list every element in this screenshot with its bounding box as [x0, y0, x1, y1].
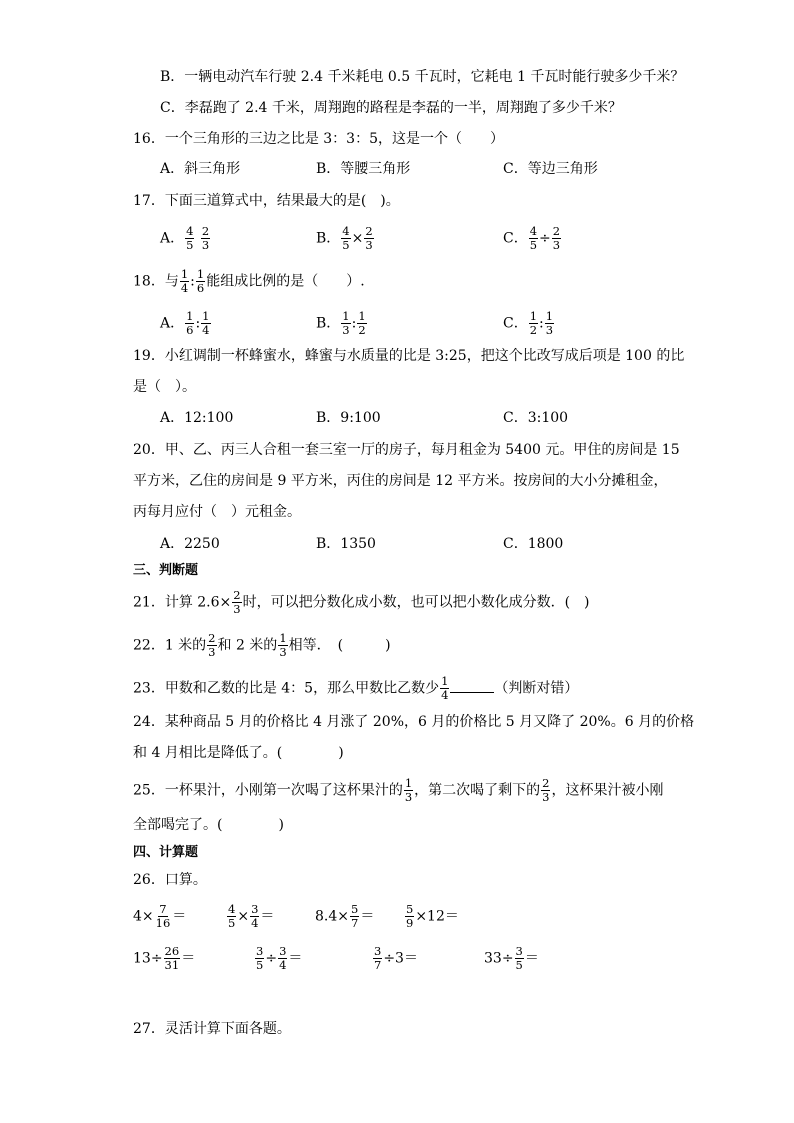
fraction: $\frac{4}{5}$: [186, 224, 194, 252]
fraction: $\frac{1}{3}$: [404, 776, 413, 804]
q17-option-c: [503, 225, 562, 252]
fraction: $\frac{3}{5}$: [256, 944, 264, 972]
calc-item: $\frac{3}{5}$ ÷ $\frac{3}{4}$ ＝: [256, 944, 303, 972]
q19-option-a: A．12:100: [160, 410, 234, 426]
q24-line2: 和 4 月相比是降低了。( ): [133, 745, 344, 761]
option-letter: C．: [503, 230, 528, 247]
calc-item: $\frac{3}{7}$ ÷3＝: [374, 944, 418, 972]
q19-stem-line2: 是（ ）。: [133, 379, 196, 395]
fraction: $\frac{26}{31}$: [164, 944, 180, 972]
q26-stem: 26．口算。: [133, 872, 207, 888]
q16-option-c: C．等边三角形: [503, 161, 598, 177]
answer-blank[interactable]: [450, 678, 494, 693]
q24-line1: 24．某种商品 5 月的价格比 4 月涨了 20%，6 月的价格比 5 月又降了 20%。6 月的价格: [133, 714, 695, 730]
fraction: $\frac{1}{3}$: [342, 309, 350, 337]
q21: 21．计算 2.6× $\frac{2}{3}$ 时，可以把分数化成小数，也可以把小数化成分数．( ): [133, 588, 590, 616]
fraction: $\frac{5}{7}$: [351, 902, 359, 930]
fraction: $\frac{2}{3}$: [552, 224, 561, 252]
fraction: $\frac{1}{2}$: [529, 309, 538, 337]
q20-stem-line1: 20．甲、乙、丙三人合租一套三室一厅的房子，每月租金为 5400 元。甲住的房间是 15: [133, 442, 680, 458]
q20-stem-line2: 平方米，乙住的房间是 9 平方米，丙住的房间是 12 平方米。按房间的大小分摊租金，: [133, 473, 668, 489]
calc-item: 33÷ $\frac{3}{5}$ ＝: [484, 944, 539, 972]
fraction: $\frac{1}{4}$: [202, 309, 210, 337]
fraction: $\frac{2}{3}$: [542, 776, 550, 804]
q25-line1: 25．一杯果汁，小刚第一次喝了这杯果汁的 $\frac{1}{3}$ ，第二次喝了剩下的 $\frac{2}{3}$ ，这杯果汁被小刚: [133, 776, 664, 804]
fraction: $\frac{4}{5}$: [529, 224, 538, 252]
q15-option-b: B．一辆电动汽车行驶 2.4 千米耗电 0.5 千瓦时，它耗电 1 千瓦时能行驶多少千米？: [160, 69, 685, 85]
fraction: $\frac{2}{3}$: [208, 631, 216, 659]
option-letter: B．: [316, 230, 341, 247]
fraction: $\frac{1}{6}$: [196, 267, 205, 295]
calc-item: 4× $\frac{7}{16}$ ＝: [133, 902, 187, 930]
q17-option-b: [316, 225, 375, 252]
fraction: $\frac{4}{5}$: [228, 902, 236, 930]
calc-item: 8.4× $\frac{5}{7}$ ＝: [315, 902, 375, 930]
option-letter: A．: [160, 230, 185, 247]
q18-option-b: B． $\frac{1}{3}$ : $\frac{1}{2}$: [316, 309, 366, 337]
q16-stem: 16．一个三角形的三边之比是 3：3：5，这是一个（ ）: [133, 131, 504, 147]
q17-option-a: [160, 225, 211, 252]
q18-option-a: A． $\frac{1}{6}$ : $\frac{1}{4}$: [160, 309, 210, 337]
q18-option-c: C． $\frac{1}{2}$ : $\frac{1}{3}$: [503, 309, 554, 337]
fraction: $\frac{2}{3}$: [365, 224, 373, 252]
section-heading-calculation: 四、计算题: [133, 845, 199, 860]
q20-option-c: C．1800: [503, 536, 564, 552]
q22: 22．1 米的 $\frac{2}{3}$ 和 2 米的 $\frac{1}{3}$ 相等． ( ): [133, 631, 391, 659]
q17-stem: 17．下面三道算式中，结果最大的是( )。: [133, 193, 400, 209]
fraction: $\frac{1}{4}$: [441, 674, 449, 702]
fraction: $\frac{5}{9}$: [406, 902, 414, 930]
fraction: $\frac{2}{3}$: [201, 224, 210, 252]
q20-stem-line3: 丙每月应付（ ）元租金。: [133, 504, 301, 520]
q27-stem: 27．灵活计算下面各题。: [133, 1021, 291, 1037]
fraction: $\frac{4}{5}$: [342, 224, 350, 252]
q19-option-c: C．3:100: [503, 410, 569, 426]
times-sign: ×: [351, 230, 364, 247]
q20-option-a: A．2250: [160, 536, 220, 552]
q25-line2: 全部喝完了。( ): [133, 817, 284, 833]
fraction: $\frac{3}{5}$: [515, 944, 523, 972]
fraction: $\frac{1}{2}$: [358, 309, 366, 337]
fraction: $\frac{7}{16}$: [155, 902, 171, 930]
q18-stem: 18．与 $\frac{1}{4}$ : $\frac{1}{6}$ 能组成比例的是（ ）.: [133, 267, 365, 295]
divide-sign: ÷: [539, 230, 551, 247]
q19-option-b: B．9:100: [316, 410, 381, 426]
q16-option-b: B．等腰三角形: [316, 161, 411, 177]
fraction: $\frac{3}{7}$: [374, 944, 382, 972]
fraction: $\frac{1}{3}$: [545, 309, 554, 337]
fraction: $\frac{1}{4}$: [180, 267, 189, 295]
calc-item: 13÷ $\frac{26}{31}$ ＝: [133, 944, 196, 972]
fraction: $\frac{1}{3}$: [279, 631, 287, 659]
q19-stem-line1: 19．小红调制一杯蜂蜜水，蜂蜜与水质量的比是 3:25，把这个比改写成后项是 100 的比: [133, 348, 685, 364]
calc-item: $\frac{4}{5}$ × $\frac{3}{4}$ ＝: [228, 902, 275, 930]
q15-option-c: C．李磊跑了 2.4 千米，周翔跑的路程是李磊的一半，周翔跑了多少千米？: [160, 100, 622, 116]
fraction: $\frac{3}{4}$: [251, 902, 259, 930]
calc-item: $\frac{5}{9}$ ×12＝: [406, 902, 459, 930]
section-heading-judgement: 三、判断题: [133, 563, 199, 578]
fraction: $\frac{2}{3}$: [233, 588, 241, 616]
q20-option-b: B．1350: [316, 536, 376, 552]
q16-option-a: A．斜三角形: [160, 161, 241, 177]
fraction: $\frac{3}{4}$: [279, 944, 287, 972]
fraction: $\frac{1}{6}$: [186, 309, 194, 337]
q23: 23．甲数和乙数的比是 4：5，那么甲数比乙数少 $\frac{1}{4}$ （判断对错）: [133, 674, 579, 702]
